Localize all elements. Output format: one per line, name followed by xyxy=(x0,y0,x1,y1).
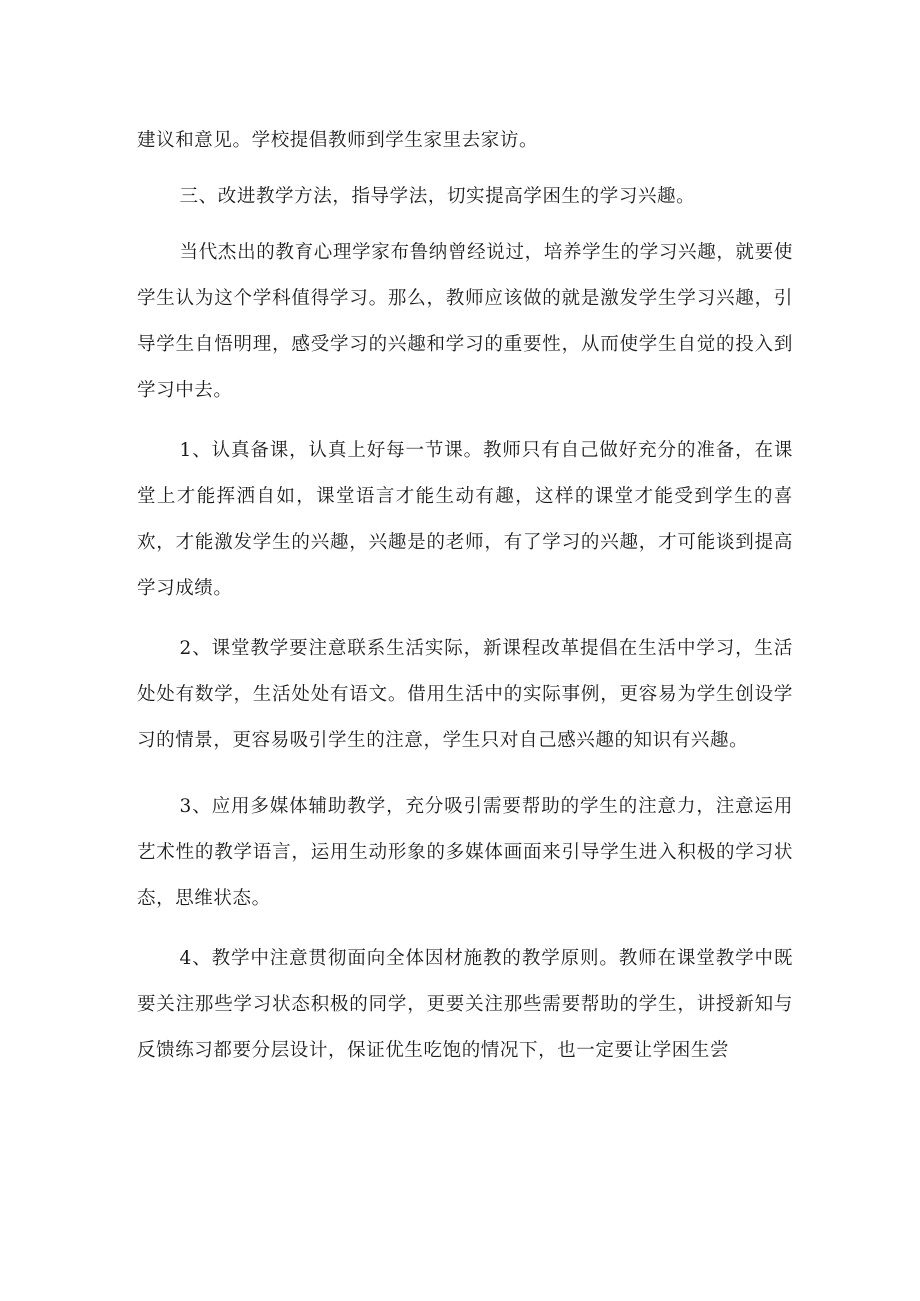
paragraph-continuation: 建议和意见。学校提倡教师到学生家里去家访。 xyxy=(137,130,539,151)
section-heading: 三、改进教学方法，指导学法，切实提高学困生的学习兴趣。 xyxy=(179,186,696,207)
document-body xyxy=(137,118,793,1074)
list-item-4: 4、教学中注意贯彻面向全体因材施教的教学原则。教师在课堂教学中既要关注那些学习状态积极的同学，更要关注那些需要帮助的学生，讲授新知与反馈练习都要分层设计，保证优生吃饱的情况下，也一定要让学困生尝 xyxy=(137,948,793,1061)
paragraph-intro: 当代杰出的教育心理学家布鲁纳曾经说过，培养学生的学习兴趣，就要使学生认为这个学科值得学习。那么，教师应该做的就是激发学生学习兴趣，引导学生自悟明理，感受学习的兴趣和学习的重要性，从而使学生自觉的投入到学习中去。 xyxy=(137,242,793,401)
list-item-2: 2、课堂教学要注意联系生活实际，新课程改革提倡在生活中学习，生活处处有数学，生活处处有语文。借用生活中的实际事例，更容易为学生创设学习的情景，更容易吸引学生的注意，学生只对自己感兴趣的知识有兴趣。 xyxy=(137,638,793,751)
list-item-3: 3、应用多媒体辅助教学，充分吸引需要帮助的学生的注意力，注意运用艺术性的教学语言，运用生动形象的多媒体画面来引导学生进入积极的学习状态，思维状态。 xyxy=(137,796,793,909)
list-item-1: 1、认真备课，认真上好每一节课。教师只有自己做好充分的准备，在课堂上才能挥洒自如，课堂语言才能生动有趣，这样的课堂才能受到学生的喜欢，才能激发学生的兴趣，兴趣是的老师，有了学习的兴趣，才可能谈到提高学习成绩。 xyxy=(137,440,793,599)
